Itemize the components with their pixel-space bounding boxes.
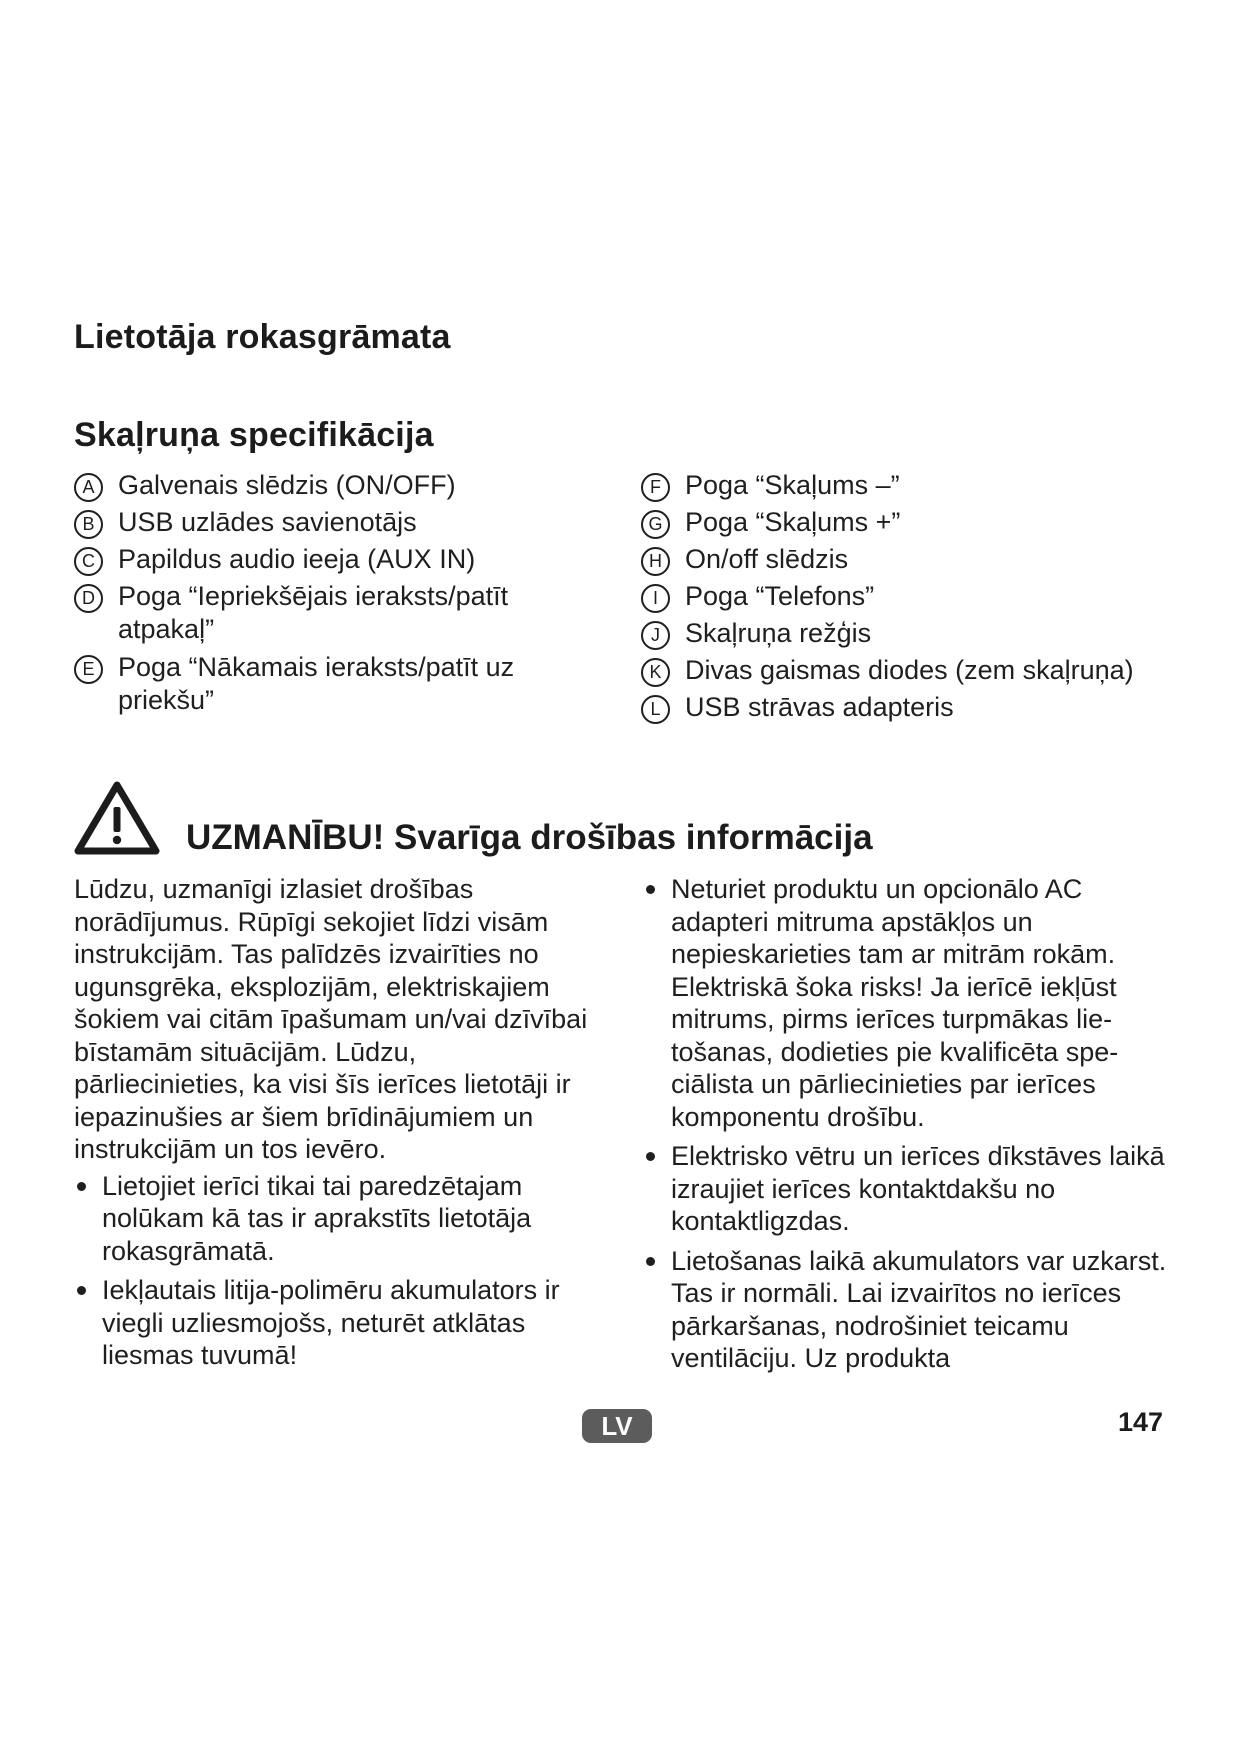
bullet-item: Lietojiet ierīci tikai tai paredzētajam nolūkam kā tas ir aprakstīts lietotāja rokasgrāmatā.	[74, 1170, 594, 1268]
text-column-right	[643, 873, 1168, 1382]
letter-d-badge: D	[74, 584, 103, 613]
letter-h-badge: H	[641, 547, 670, 576]
bullet-item: Lietošanas laikā akumulators var uzkarst. Tas ir normāli. Lai izvairītos no ierīces pārkaršanas, nodrošiniet teicamu ventilāciju. Uz produkta	[643, 1245, 1168, 1375]
spec-item-text: On/off slēdzis	[685, 544, 849, 574]
spec-item	[74, 469, 574, 502]
spec-item	[74, 651, 574, 717]
spec-item-text: Poga “Iepriekšējais ieraksts/patīt atpakaļ”	[118, 581, 509, 644]
warning-heading: UZMANĪBU! Svarīga drošības informācija	[186, 818, 873, 857]
spec-item-text: USB uzlādes savienotājs	[118, 507, 417, 537]
document-title: Lietotāja rokasgrāmata	[74, 318, 451, 356]
page-number: 147	[1118, 1407, 1164, 1437]
spec-heading: Skaļruņa specifikācija	[74, 416, 434, 454]
spec-item-text: Papildus audio ieeja (AUX IN)	[118, 544, 476, 574]
spec-item-text: Divas gaismas diodes (zem skaļruņa)	[685, 655, 1134, 685]
intro-paragraph: Lūdzu, uzmanīgi izlasiet drošības norādījumus. Rūpīgi sekojiet līdzi visām instrukcijām. Tas palīdzēs izvairīties no ugunsgrēka, eksplozijām, elektriskajiem šokiem vai citām īpašumam un/vai dzīvībai bīstamām situācijām. Lūdzu, pārliecinieties, ka visi šīs ierīces lietotāji ir iepazinušies ar šiem brīdinājumiem un instrukcijām un tos ievēro.	[74, 874, 588, 1164]
spec-item	[641, 506, 1211, 539]
spec-item	[74, 580, 574, 646]
spec-item-text: Poga “Nākamais ieraksts/patīt uz priekšu”	[118, 652, 515, 715]
bullet-item: Iekļautais litija-polimēru akumulators ir viegli uzliesmojošs, neturēt atklātas liesmas tuvumā!	[74, 1274, 594, 1372]
spec-item-text: Poga “Skaļums +”	[685, 507, 901, 537]
letter-l-badge: L	[641, 695, 670, 724]
warning-triangle-icon	[74, 780, 160, 856]
bullet-item: Neturiet produktu un opcionālo AC adapteri mitruma apstākļos un nepieskarieties tam ar mitrām rokām. Elektriskā šoka risks! Ja ierīcē iekļūst mitrums, pirms ierīces turpmākas lie-tošanas, dodieties pie kvalificēta spe-ciālista un pārliecinieties par ierīces komponentu drošību.	[643, 873, 1168, 1133]
spec-item	[641, 654, 1211, 687]
spec-item	[641, 543, 1211, 576]
bullet-list-left	[74, 1170, 594, 1372]
spec-item	[74, 543, 574, 576]
spec-item-text: Galvenais slēdzis (ON/OFF)	[118, 470, 456, 500]
letter-j-badge: J	[641, 621, 670, 650]
text-column-left	[74, 873, 594, 1379]
spec-list-right	[641, 469, 1211, 728]
letter-f-badge: F	[641, 473, 670, 502]
spec-item	[641, 469, 1211, 502]
letter-a-badge: A	[74, 473, 103, 502]
spec-item	[641, 580, 1211, 613]
language-badge: LV	[582, 1409, 652, 1443]
letter-e-badge: E	[74, 655, 103, 684]
spec-item	[641, 691, 1211, 724]
bullet-list-right	[643, 873, 1168, 1375]
letter-g-badge: G	[641, 510, 670, 539]
letter-k-badge: K	[641, 658, 670, 687]
letter-i-badge: I	[641, 584, 670, 613]
spec-list-left	[74, 469, 574, 721]
bullet-item: Elektrisko vētru un ierīces dīkstāves laikā izraujiet ierīces kontaktdakšu no kontaktligzdas.	[643, 1140, 1168, 1238]
spec-item-text: Poga “Telefons”	[685, 581, 875, 611]
spec-item-text: Skaļruņa režģis	[685, 618, 872, 648]
spec-item-text: USB strāvas adapteris	[685, 692, 954, 722]
spec-item-text: Poga “Skaļums –”	[685, 470, 900, 500]
spec-item	[74, 506, 574, 539]
letter-c-badge: C	[74, 547, 103, 576]
spec-item	[641, 617, 1211, 650]
letter-b-badge: B	[74, 510, 103, 539]
